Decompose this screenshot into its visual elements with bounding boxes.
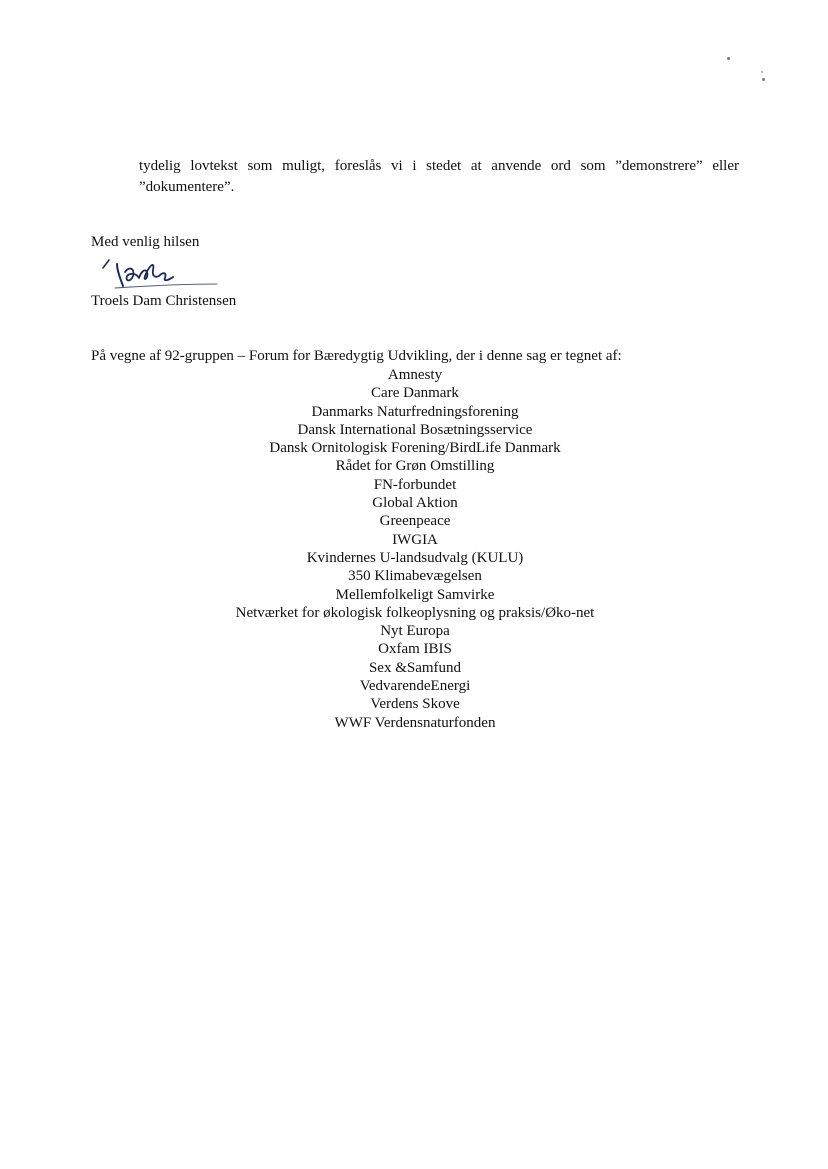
organization-item: VedvarendeEnergi (359, 678, 471, 695)
organization-list (115, 366, 715, 732)
organization-item: 350 Klimabevægelsen (348, 568, 482, 585)
organization-item: Oxfam IBIS (378, 641, 452, 658)
organization-item: IWGIA (392, 531, 438, 548)
handwritten-signature-icon (95, 250, 225, 295)
organization-item: WWF Verdensnaturfonden (334, 714, 496, 731)
organization-item: Sex &Samfund (368, 659, 462, 676)
organization-item: Dansk Ornitologisk Forening/BirdLife Danmark (269, 440, 561, 457)
organization-item: Netværket for økologisk folkeoplysning og praksis/Øko-net (235, 604, 595, 621)
organization-item: Global Aktion (372, 495, 458, 512)
organization-item: Nyt Europa (380, 623, 450, 640)
organization-item: Care Danmark (371, 385, 459, 402)
organization-item: Greenpeace (379, 513, 451, 530)
on-behalf-line: På vegne af 92-gruppen – Forum for Bæredygtig Udvikling, der i denne sag er tegnet af: (91, 348, 622, 364)
organization-item: Danmarks Naturfredningsforening (311, 403, 519, 420)
signer-name: Troels Dam Christensen (91, 293, 237, 309)
organization-item: Mellemfolkeligt Samvirke (335, 586, 495, 603)
organization-item: Rådet for Grøn Omstilling (335, 458, 495, 475)
scan-speck (727, 57, 730, 60)
organization-item: Dansk International Bosætningsservice (297, 421, 533, 438)
closing-salutation: Med venlig hilsen (91, 234, 200, 250)
organization-item: FN-forbundet (373, 476, 457, 493)
scan-speck (762, 78, 765, 81)
organization-item: Kvindernes U-landsudvalg (KULU) (306, 549, 524, 566)
body-paragraph: tydelig lovtekst som muligt, foreslås vi i stedet at anvende ord som ”demonstrere” eller ”dokumentere”. (139, 158, 739, 195)
organization-item: Verdens Skove (370, 696, 460, 713)
organization-item: Amnesty (387, 367, 443, 383)
scan-speck (761, 71, 763, 73)
